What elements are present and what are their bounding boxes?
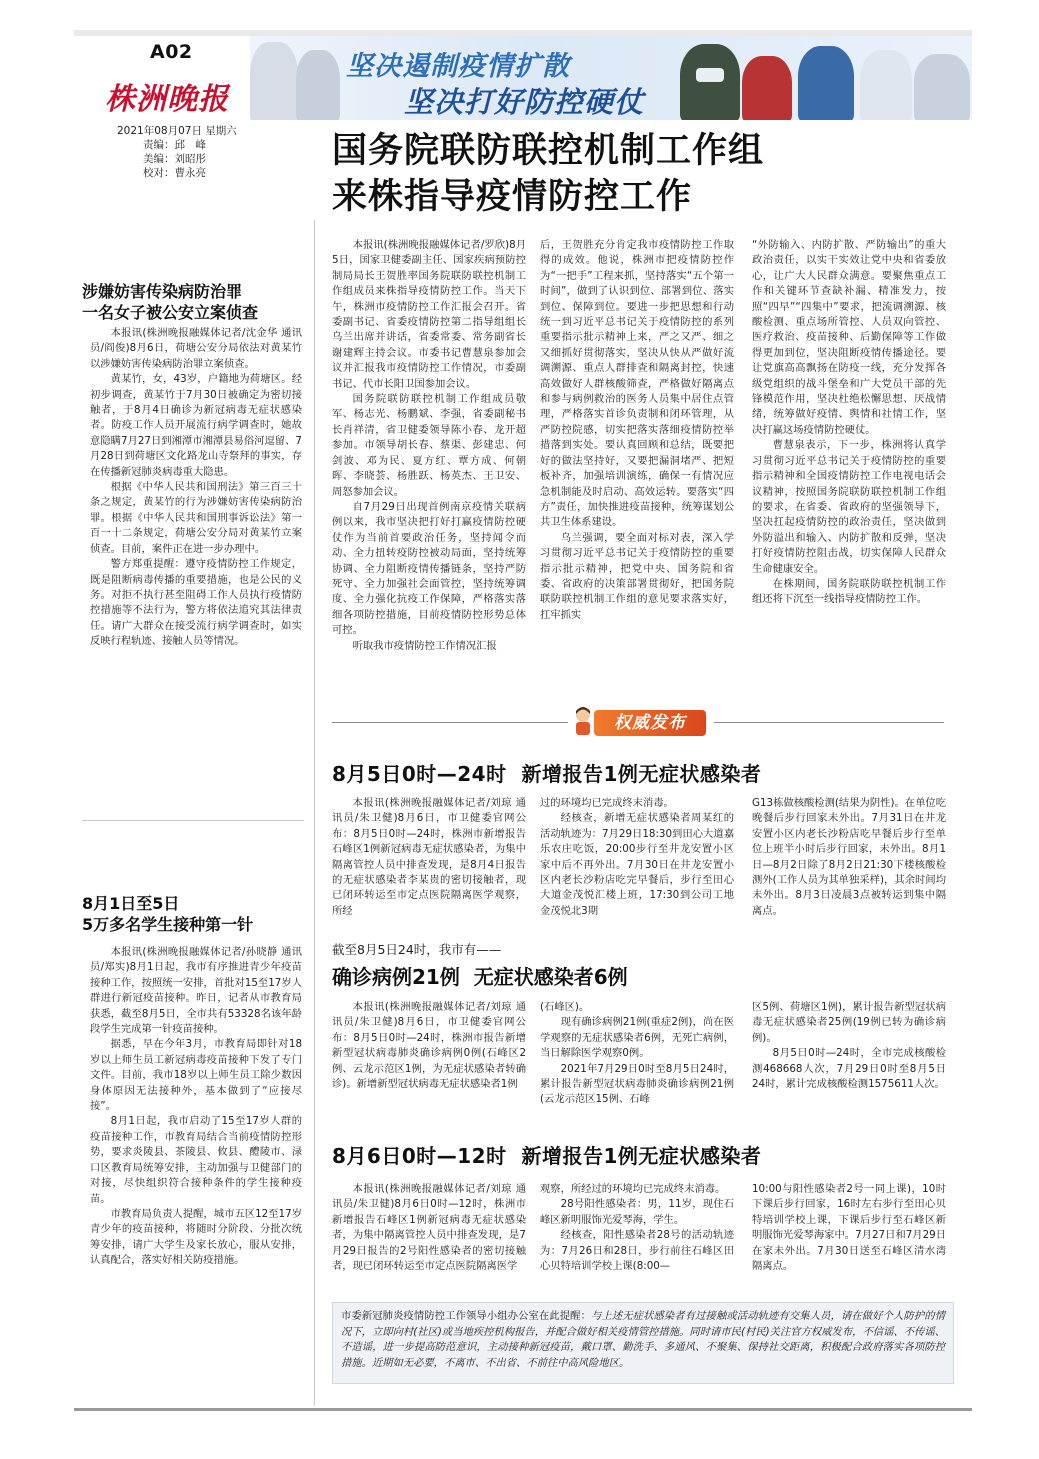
report-1-col-3 [752,796,946,919]
side-headline-2-line2: 5万多名学生接种第一针 [82,915,254,934]
reminder-notice-box [332,1302,954,1384]
paragraph: 区5例、荷塘区1例)，累计报告新型冠状病毒无症状感染者25例(19例已转为确诊病例)。 [752,1001,946,1044]
main-headline [332,128,892,220]
cumulative-kicker: 截至8月5日24时，我市有—— [332,942,502,957]
main-headline-line2: 来株指导疫情防控工作 [332,177,693,217]
section-divider [82,820,304,821]
notice-body: 与上述无症状感染者有过接触或活动轨迹有交集人员，请在做好个人防护的情况下，立即向村(社区)或当地疾控机构报告，并配合做好相关疫情管控措施。同时请市民(村民)关注官方权威发布，不信谣、不传谣、不造谣，进一步提高防范意识，主动接种新冠疫苗，戴口罩、勤洗手、多通风、不聚集、保持社交距离，积极配合政府落实各项防控措施。近期如无必要，不离市、不出省、不前往中高风险地区。 [341,1310,946,1369]
main-headline-line1: 国务院联防联控机制工作组 [332,131,765,171]
side-headline-1 [82,281,258,323]
paragraph: 8月1日起，我市启动了15至17岁人群的疫苗接种工作，市教育局结合当前疫情防控形势，要求炎陵县、茶陵县、攸县、醴陵市、渌口区教育局统筹安排，主动加强与卫健部门的对接，尽快组织符合接种条件的学生接种疫苗。 [90,1115,302,1205]
side-article-2-body [90,945,302,1269]
divider-line [714,722,944,723]
police-officer-figure [680,44,740,120]
medical-worker-figure [860,50,912,120]
paragraph: 自7月29日出现首例南京疫情关联病例以来，我市坚决把打好打赢疫情防控硬仗作为当前首要政治任务，坚持闻令而动、全力扭转疫防控被动局面，坚持统筹协调、全力阻断疫情传播链条，坚持严防死守、全力加强社会面管控，坚持统筹调度、全力强化抗疫工作保障，严格落实落细各项防控措施，目前疫情防控形势总体可控。 [332,500,526,637]
paragraph: “外防输入、内防扩散、严防输出”的重大政治责任，以实干实效让党中央和省委放心，让广大人民群众满意。要聚焦重点工作和关键环节查缺补漏、精准发力，按照“四早”“四集中”要求，把流调溯源、核酸检测、重点场所管控、人员双向管控、医疗救治、疫苗接种、后勤保障等工作做得更加到位，坚决阻断疫情传播途径。要让党旗高高飘扬在防疫一线，充分发挥各级党组织的战斗堡垒和广大党员干部的先锋模范作用，坚决杜绝松懈思想、厌战情绪，统筹做好疫情、舆情和社情工作，坚决打赢这场疫情防控硬仗。 [752,239,946,436]
main-article-col-1 [332,238,526,654]
paragraph: 28号阳性感染者：男，11岁，现住石峰区新明服饰光爱琴海，学生。 [540,1198,734,1226]
paragraph: 警方郑重提醒：遵守疫情防控工作规定，既是阻断病毒传播的重要措施，也是公民的义务。对拒不执行甚至阻碍工作人员执行疫情防控措施等不法行为，警方将依法追究其法律责任。请广大群众在接受流行病学调查时，如实反映行程轨迹、接触人员等情况。 [90,558,302,648]
side-headline-2-line1: 8月1日至5日 [82,894,180,913]
medical-worker-figure [798,46,854,120]
main-article-col-3 [752,238,946,608]
mask-icon [696,68,724,82]
medical-worker-figure [914,54,970,120]
side-headline-1-line1: 涉嫌妨害传染病防治罪 [82,282,243,301]
paragraph: 现有确诊病例21例(重症2例)，尚在医学观察的无症状感染者6例，无死亡病例，当日解除医学观察0例。 [540,1016,734,1060]
announcer-icon [570,705,596,735]
main-article-col-2 [540,238,734,623]
paragraph: 听取我市疫情防控工作情况汇报 [352,639,497,652]
paragraph: 本报讯(株洲晚报融媒体记者/孙晓静 通讯员/郑实)8月1日起，我市有序推进青少年疫苗接种工作，按照统一安排，首批对15至17岁人群进行新冠疫苗接种。昨日，记者从市教育局获悉，截至8月5日，全市共有53328名该年龄段学生完成第一针疫苗接种。 [90,946,302,1036]
report-2-headline: 8月6日0时—12时 新增报告1例无症状感染者 [332,1144,762,1168]
paragraph: 10:00与阳性感染者2号一同上课)，10时下课后步行回家，16时左右步行至田心贝特培训学校上课，下课后步行至石峰区新明服饰光爱琴海家中。7月27日和7月29日在家未外出。7月30日送至石峰区清水湾隔离点。 [752,1183,946,1273]
paragraph: 后，王贺胜充分肯定我市疫情防控工作取得的成效。他说，株洲市把疫情防控作为“一把手”工程来抓，坚持落实“五个第一时间”，做到了认识到位、部署到位、落实到位、保障到位。要进一步把思想和行动统一到习近平总书记关于疫情防控的系列重要指示批示精神上来，严之又严、细之又细抓好贯彻落实，坚决从快从严做好流调溯源、重点人群排查和隔离封控，快速高效做好人群核酸筛查，严格做好隔离点和参与病例救治的医务人员集中居住点管理，严格落实首诊负责制和闭环管理，从严防控院感，切实把落实落细疫情防控举措落到实处。要认真回顾和总结，既要把好的做法坚持好，又要把漏洞堵严、把短板补齐，加强培训演练，确保一有情况应急机制能及时启动、高效运转。要落实“四方”责任，加快推进疫苗接种，统筹谋划公共卫生体系建设。 [540,239,734,529]
paragraph: 据悉，早在今年3月，市教育局即针对18岁以上师生员工新冠病毒疫苗接种下发了专门文件。目前，我市18岁以上师生员工除少数因身体原因无法接种外，基本做到了“应接尽接”。 [90,1038,302,1113]
cumulative-headline: 确诊病例21例 无症状感染者6例 [332,965,628,989]
paragraph: G13栋做核酸检测(结果为阴性)。在单位吃晚餐后步行回家未外出。7月31日在井龙安置小区内老长沙粉店吃早餐后步行至单位上班半小时后步行回家，未外出。8月1日—8月2日除了8月2日21:30下楼核酸检测外(工作人员为其单独采样)，其余时间均未外出。8月3日凌晨3点被转运到集中隔离点。 [752,797,946,917]
paragraph: 本报讯(株洲晚报融媒体记者/刘琼 通讯员/朱卫健)8月6日0时—12时，株洲市新增报告石峰区1例新冠病毒无症状感染者，为集中隔离管控人员中排查发现，是7月29日报告的2号阳性感染者的密切接触者，现已闭环转运至市定点医院隔离医学 [332,1183,526,1273]
side-headline-1-line2: 一名女子被公安立案侦查 [82,303,259,322]
medical-worker-figure [296,50,340,120]
report-2-col-1 [332,1182,526,1274]
paragraph: 2021年7月29日0时至8月5日24时，累计报告新型冠状病毒肺炎确诊病例21例(云龙示范区15例、石峰 [540,1062,734,1106]
paragraph: 观察，所经过的环境均已完成终末消毒。 [540,1183,726,1195]
report-1-headline: 8月5日0时—24时 新增报告1例无症状感染者 [332,762,762,786]
bottom-rule [74,1408,972,1411]
report-1-col-2 [540,796,734,919]
paragraph: 经核查，新增无症状感染者周某红的活动轨迹为：7月29日18:30到田心大道嘉乐农庄吃饭，20:00步行至井龙安置小区家中后不再外出。7月30日在井龙安置小区内老长沙粉店吃完早餐后，步行至田心大道金茂悦汇楼上班，17:30到公司工地金茂悦北3期 [540,812,734,917]
cumulative-col-1 [332,1000,526,1092]
paragraph: 8月5日0时—24时，全市完成核酸检测468668人次，7月29日0时至8月5日24时，累计完成核酸检测1575611人次。 [752,1047,946,1091]
paragraph: (石峰区)。 [540,1001,590,1013]
side-article-1-body [90,326,302,650]
paragraph: 乌兰强调，要全面对标对表，深入学习贯彻习近平总书记关于疫情防控的重要指示批示精神，把党中央、国务院和省委、省政府的决策部署贯彻好，把国务院联防联控机制工作组的意见要求落实好，扛牢抓实 [540,531,734,621]
banner-slogan-1: 坚决遏制疫情扩散 [346,51,570,82]
report-1-col-1 [332,796,526,919]
banner-slogan-2: 坚决打好防控硬仗 [404,85,645,119]
paragraph: 过的环境均已完成终末消毒。 [540,797,674,809]
notice-lead: 市委新冠肺炎疫情防控工作领导小组办公室在此提醒： [341,1310,591,1322]
paragraph: 市教育局负责人提醒，城市五区12至17岁青少年的疫苗接种，将随时分阶段、分批次统筹安排，请广大学生及家长放心，服从安排，认真配合，落实好相关防疫措施。 [90,1207,302,1267]
paragraph: 曹慧泉表示，下一步，株洲将认真学习贯彻习近平总书记关于疫情防控的重要指示精神和全国疫情防控工作电视电话会议精神，按照国务院联防联控机制工作组的要求，在省委、省政府的坚强领导下，坚决扛起疫情防控的政治责任，坚决做到外防溢出和输入、内防扩散和反弹，坚决打好疫情防控阻击战，切实保障人民群众生命健康安全。 [752,439,946,575]
issue-meta [117,124,237,180]
paragraph: 本报讯(株洲晚报融媒体记者/沈金华 通讯员/阎俊)8月6日，荷塘公安分局依法对黄某竹以涉嫌妨害传染病防治罪立案侦查。 [90,327,302,370]
paragraph: 黄某竹，女，43岁，户籍地为荷塘区。经初步调查，黄某竹于7月30日被确定为密切接触者，于8月4日确诊为新冠病毒无症状感染者。防疫工作人员开展流行病学调查时，她故意隐瞒7月27日到湘潭市湘潭县易俗河逗留、7月28日到荷塘区文化路龙山寺祭拜的事实，存在传播新冠肺炎病毒重大隐患。 [90,373,302,478]
side-headline-2 [82,893,253,935]
medical-worker-figure [250,42,298,120]
paragraph: 国务院联防联控机制工作组成员敬军、杨志光、杨鹏斌、李强，省委副秘书长肖祥清，省卫健委领导陈小春、龙开超参加。市领导胡长春、蔡渠、彭建忠、何剑波、邓为民、夏方红、覃方成、何朝晖、李晓荟、杨胜跃、杨英杰、王卫安、周怒参加会议。 [332,393,526,498]
cumulative-col-2 [540,1000,734,1108]
divider-line [332,722,568,723]
paragraph: 在株期间，国务院联防联控机制工作组还将下沉至一线指导疫情防控工作。 [752,577,946,606]
column-divider [314,220,315,1405]
issue-date: 2021年08月07日 星期六 [117,125,237,137]
cumulative-col-3 [752,1000,946,1092]
editor-credit: 责编：邱 峰 [143,139,206,151]
paragraph: 根据《中华人民共和国刑法》第三百三十条之规定，黄某竹的行为涉嫌妨害传染病防治罪。根据《中华人民共和国刑事诉讼法》第一百一十二条规定，荷塘公安分局对黄某竹立案侦查。目前，案件正在进一步办理中。 [90,481,302,555]
paragraph: 本报讯(株洲晚报融媒体记者/刘琼 通讯员/朱卫健)8月6日，市卫健委官网公布：8月5日0时—24时，株洲市报告新增新型冠状病毒肺炎确诊病例0例(石峰区2例、云龙示范区1例，为无症状感染者转确诊)。新增新型冠状病毒无症状感染者1例 [332,1001,526,1091]
authority-release-divider [332,705,944,739]
report-2-col-3 [752,1182,946,1274]
paragraph: 本报讯(株洲晚报融媒体记者/罗欣)8月5日，国家卫健委副主任、国家疾病预防控制局局长王贺胜率国务院联防联控机制工作组成员来株指导疫情防控工作。当天下午，株洲市疫情防控工作汇报会召开。省委副书记、省委疫情防控第二指导组组长乌兰出席并讲话，省委常委、常务副省长谢建辉主持会议。市委书记曹慧泉参加会议并汇报我市疫情防控工作情况，市委副书记、代市长阳卫国参加会议。 [332,239,526,390]
paragraph: 本报讯(株洲晚报融媒体记者/刘琼 通讯员/朱卫健)8月6日，市卫健委官网公布：8月5日0时—24时，株洲市新增报告石峰区1例新冠病毒无症状感染者，为集中隔离管控人员中排查发现，是8月4日报告的无症状感染者李某贵的密切接触者，现已闭环转运至市定点医院隔离医学观察，所经 [332,797,526,917]
paragraph: 经核查，阳性感染者28号的活动轨迹为：7月26日和28日，步行前往石峰区田心贝特培训学校上课(8:00— [540,1229,734,1273]
authority-release-badge: 权威发布 [594,710,706,736]
page-number: A02 [150,41,193,63]
report-2-col-2 [540,1182,734,1274]
medical-worker-figure [742,56,792,120]
art-editor-credit: 美编：刘昭彤 [143,153,206,165]
proofreader-credit: 校对：曹永亮 [143,167,206,179]
campaign-banner [250,36,972,120]
newspaper-logo: 株洲晚报 [105,82,229,117]
